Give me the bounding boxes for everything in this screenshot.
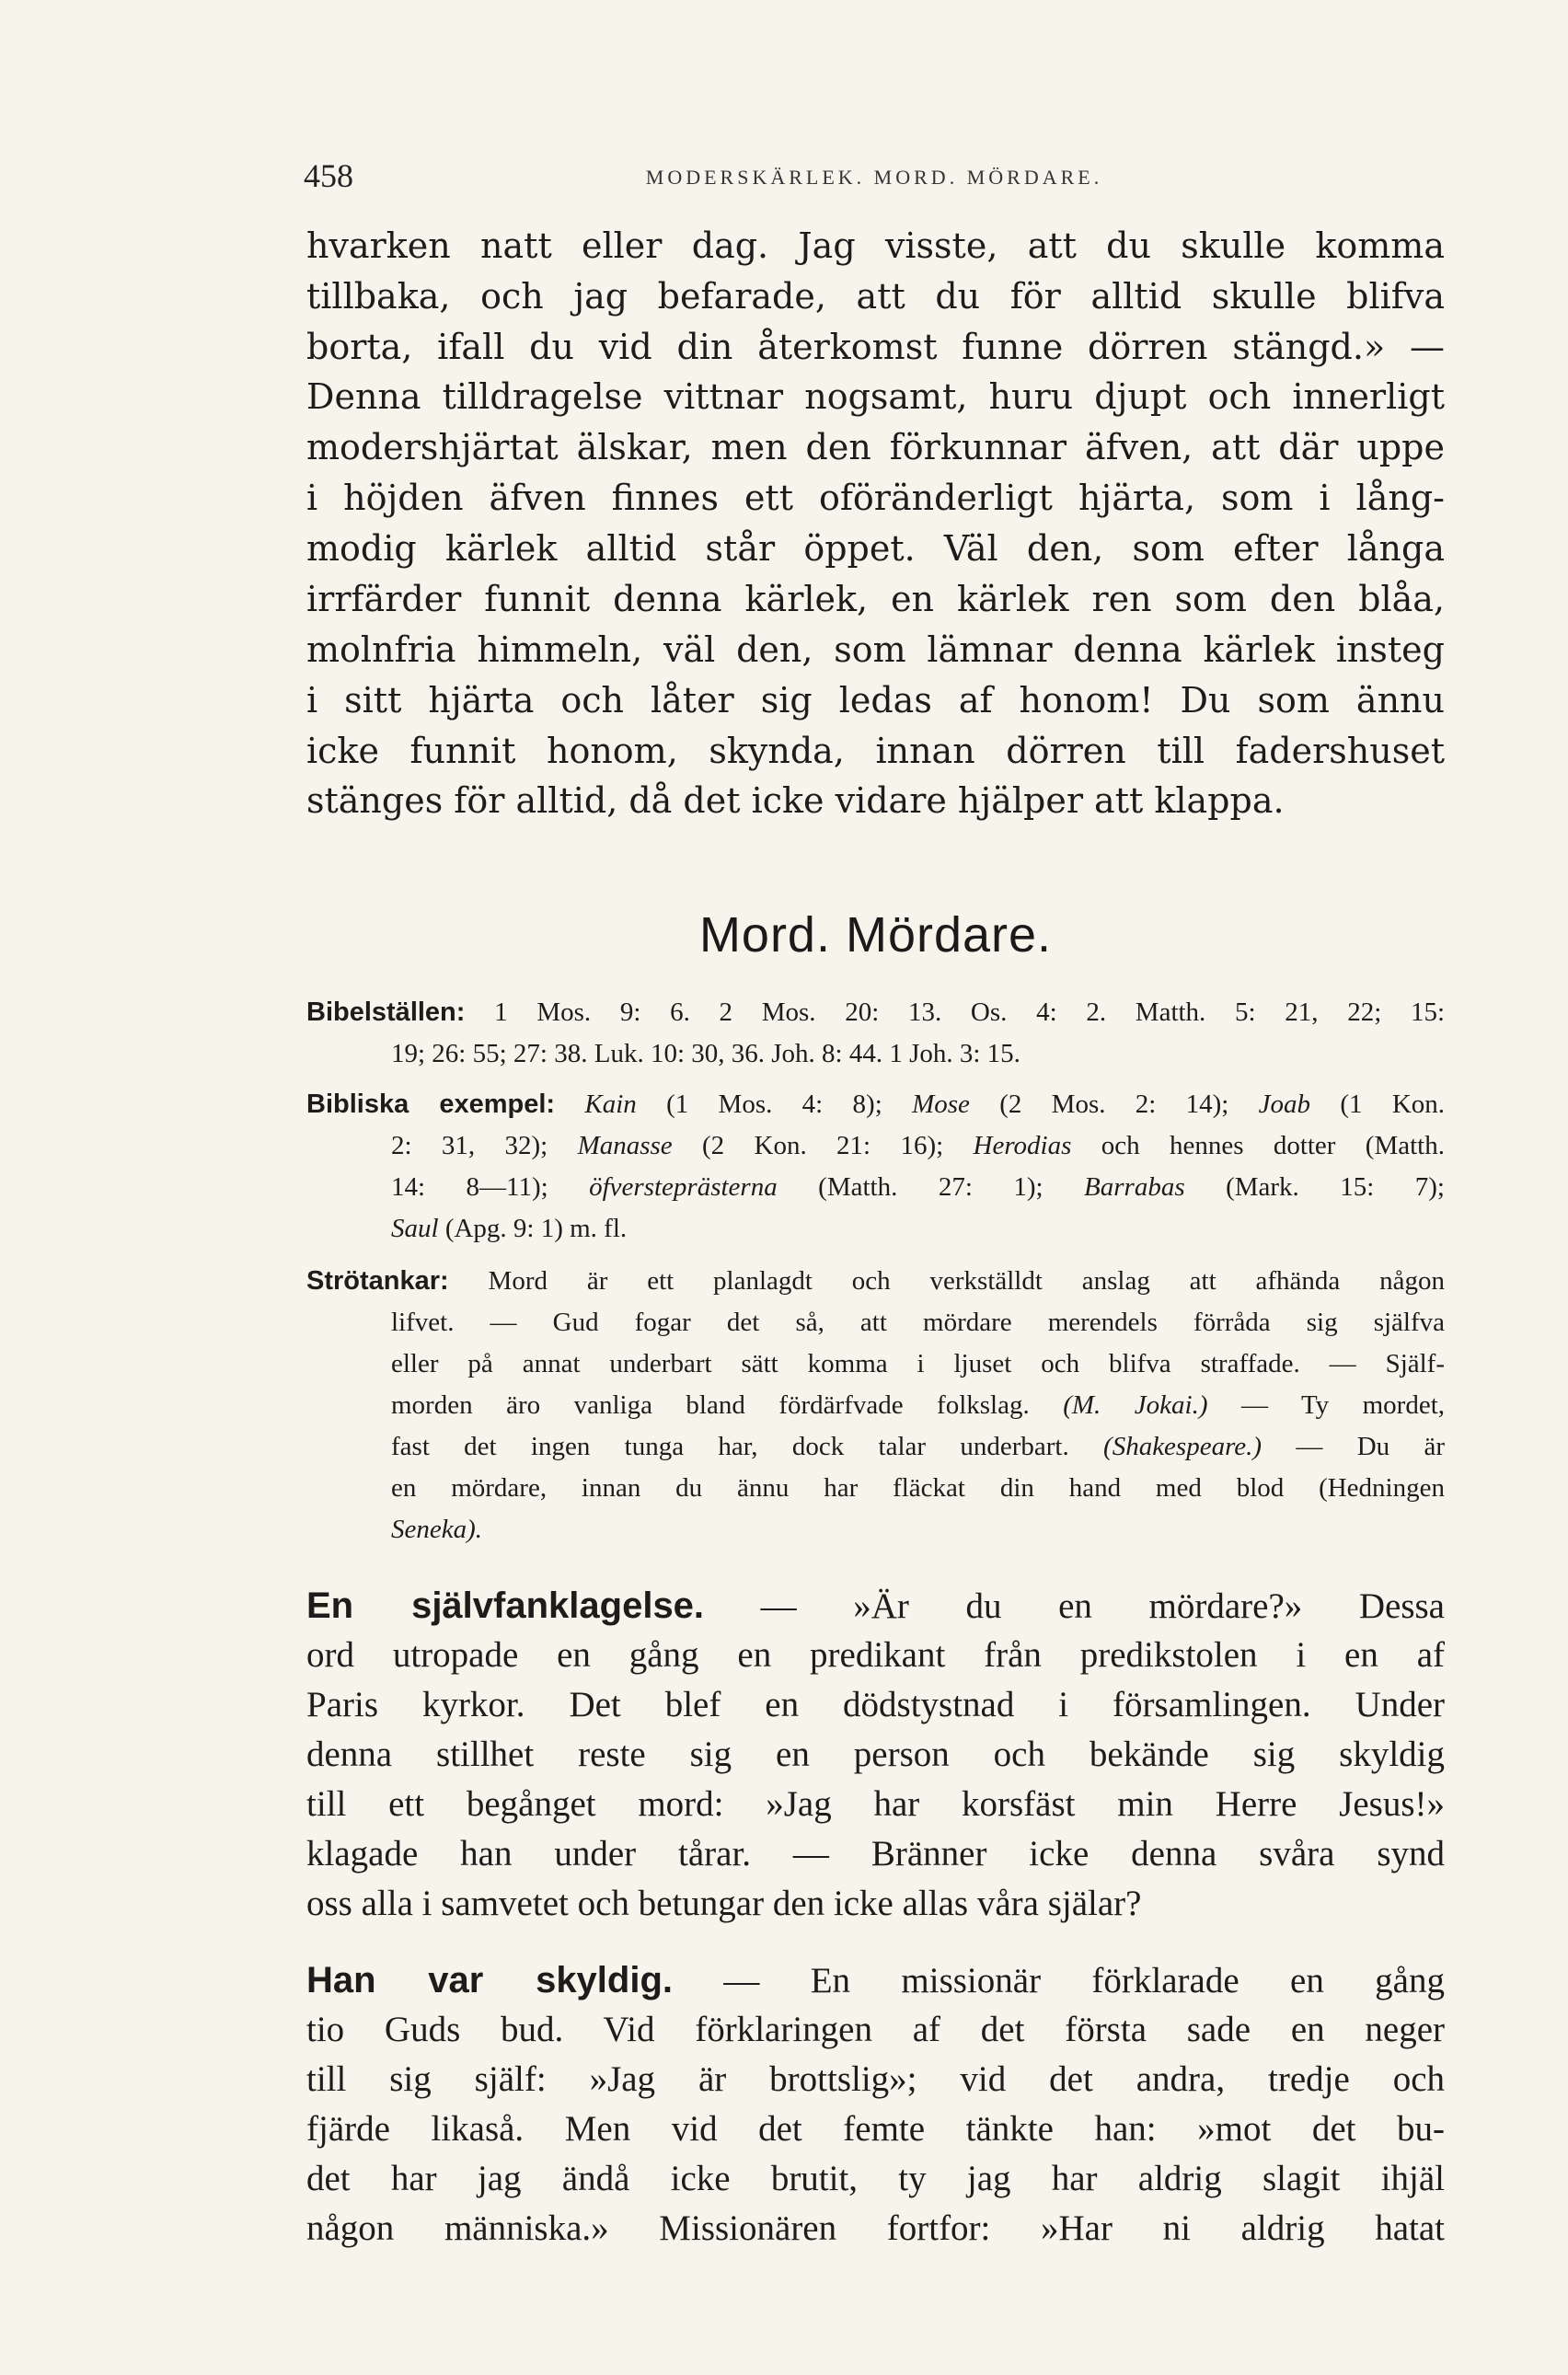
strotankar-line: en mördare, innan du ännu har fläckat din hand med blod (Hedningen — [391, 1473, 1445, 1503]
bibliska-exempel-line — [391, 1125, 1445, 1166]
bibelstallen-text: 1 Mos. 9: 6. 2 Mos. 20: 13. Os. 4: 2. Matth. 5: 21, 22; 15: — [494, 997, 1445, 1027]
ref-text: — Ty mordet, — [1207, 1390, 1445, 1420]
ref-text: — Du är — [1262, 1432, 1445, 1461]
anecdote-line — [306, 1581, 1445, 1631]
anecdote-line: fjärde likaså. Men vid det femte tänkte han: »mot det bu- — [306, 2109, 1445, 2149]
strotankar-line — [391, 1426, 1445, 1467]
author-name: (M. Jokai.) — [1063, 1390, 1208, 1420]
example-name: Barrabas — [1084, 1172, 1185, 1202]
bibliska-exempel-label: Bibliska exempel: — [306, 1090, 556, 1119]
ref-text: (Matth. 27: 1); — [777, 1172, 1085, 1202]
running-title: MODERSKÄRLEK. MORD. MÖRDARE. — [645, 166, 1103, 189]
anecdote-line: tio Guds bud. Vid förklaringen af det första sade en neger — [306, 2010, 1445, 2049]
ref-text: Mord är ett planlagdt och verkställdt anslag att afhända någon — [488, 1266, 1445, 1296]
strotankar-line — [391, 1509, 1445, 1550]
strotankar-line: eller på annat underbart sätt komma i ljuset och blifva straffade. — Själf- — [391, 1349, 1445, 1378]
anecdote-line: oss alla i samvetet och betungar den icke allas våra själar? — [306, 1884, 1142, 1923]
anecdote-title: En självfanklagelse. — [306, 1585, 705, 1626]
author-name: (Shakespeare.) — [1103, 1432, 1262, 1461]
text-line: modig kärlek alltid står öppet. Väl den, som efter långa — [306, 528, 1445, 569]
ref-text: (Mark. 15: 7); — [1184, 1172, 1445, 1202]
text-line: borta, ifall du vid din återkomst funne dörren stängd.» — — [306, 327, 1445, 367]
strotankar-line — [306, 1261, 1445, 1301]
text-line: molnfria himmeln, väl den, som lämnar denna kärlek insteg — [306, 629, 1445, 670]
anecdote-text: — En missionär förklarade en gång — [673, 1961, 1445, 2000]
anecdote-line: Paris kyrkor. Det blef en dödstystnad i församlingen. Under — [306, 1685, 1445, 1724]
example-name: öfversteprästerna — [589, 1172, 778, 1202]
bibliska-exempel-line — [391, 1208, 1445, 1249]
anecdote-line: någon människa.» Missionären fortfor: »Har ni aldrig hatat — [306, 2208, 1445, 2248]
anecdote-line: klagade han under tårar. — Bränner icke denna svåra synd — [306, 1834, 1445, 1873]
ref-text: och hennes dotter (Matth. — [1071, 1131, 1445, 1160]
example-name: Joab — [1258, 1090, 1311, 1119]
ref-text: (Apg. 9: 1) m. fl. — [438, 1214, 628, 1243]
example-name: Herodias — [973, 1131, 1072, 1160]
anecdote-text: — »Är du en mördare?» Dessa — [704, 1586, 1445, 1626]
anecdote-line: denna stillhet reste sig en person och bekände sig skyldig — [306, 1735, 1445, 1774]
example-name: Mose — [912, 1090, 970, 1119]
bibliska-exempel-line — [391, 1167, 1445, 1207]
text-line: Denna tilldragelse vittnar nogsamt, huru djupt och innerligt — [306, 376, 1445, 417]
anecdote-line — [306, 1955, 1445, 2006]
running-head — [304, 153, 1445, 199]
text-line: i sitt hjärta och låter sig ledas af honom! Du som ännu — [306, 680, 1445, 721]
ref-text: fast det ingen tunga har, dock talar underbart. — [391, 1432, 1104, 1461]
text-line: tillbaka, och jag befarade, att du för alltid skulle blifva — [306, 276, 1445, 317]
ref-text: 2: 31, 32); — [391, 1131, 578, 1160]
example-name: Manasse — [577, 1131, 673, 1160]
bibelstallen-line — [306, 992, 1445, 1032]
section-heading: Mord. Mördare. — [698, 907, 1053, 963]
ref-text: (2 Kon. 21: 16); — [672, 1131, 974, 1160]
ref-text: (1 Mos. 4: 8); — [636, 1090, 913, 1119]
anecdote-line: till ett begånget mord: »Jag har korsfäst min Herre Jesus!» — [306, 1784, 1445, 1824]
strotankar-line — [391, 1385, 1445, 1425]
ref-text: (1 Kon. — [1310, 1090, 1445, 1119]
text-line: modershjärtat älskar, men den förkunnar äfven, att där uppe — [306, 427, 1445, 467]
text-line: hvarken natt eller dag. Jag visste, att du skulle komma — [306, 225, 1445, 266]
text-line: icke funnit honom, skynda, innan dörren till fadershuset — [306, 731, 1445, 771]
anecdote-line: till sig själf: »Jag är brottslig»; vid det andra, tredje och — [306, 2059, 1445, 2099]
ref-text: (2 Mos. 2: 14); — [969, 1090, 1259, 1119]
bibliska-exempel-line — [306, 1084, 1445, 1124]
text-line: stänges för alltid, då det icke vidare hjälper att klappa. — [306, 780, 1285, 821]
example-name: Saul — [391, 1214, 439, 1243]
bibelstallen-label: Bibelställen: — [306, 997, 466, 1027]
author-name: Seneka). — [391, 1515, 483, 1544]
ref-text: morden äro vanliga bland fördärfvade folkslag. — [391, 1390, 1064, 1420]
strotankar-line: lifvet. — Gud fogar det så, att mördare merendels förråda sig själfva — [391, 1308, 1445, 1337]
anecdote-title: Han var skyldig. — [306, 1960, 674, 2000]
bibelstallen-line: 19; 26: 55; 27: 38. Luk. 10: 30, 36. Joh. 8: 44. 1 Joh. 3: 15. — [391, 1039, 1020, 1068]
text-line: i höjden äfven finnes ett oföränderligt hjärta, som i lång- — [306, 478, 1445, 518]
anecdote-line: det har jag ändå icke brutit, ty jag har aldrig slagit ihjäl — [306, 2159, 1445, 2198]
text-line: irrfärder funnit denna kärlek, en kärlek ren som den blåa, — [306, 579, 1445, 619]
example-name: Kain — [584, 1090, 637, 1119]
anecdote-line: ord utropade en gång en predikant från predikstolen i en af — [306, 1635, 1445, 1675]
strotankar-label: Strötankar: — [306, 1266, 449, 1296]
page-number: 458 — [304, 157, 353, 194]
ref-text: 14: 8—11); — [391, 1172, 590, 1202]
